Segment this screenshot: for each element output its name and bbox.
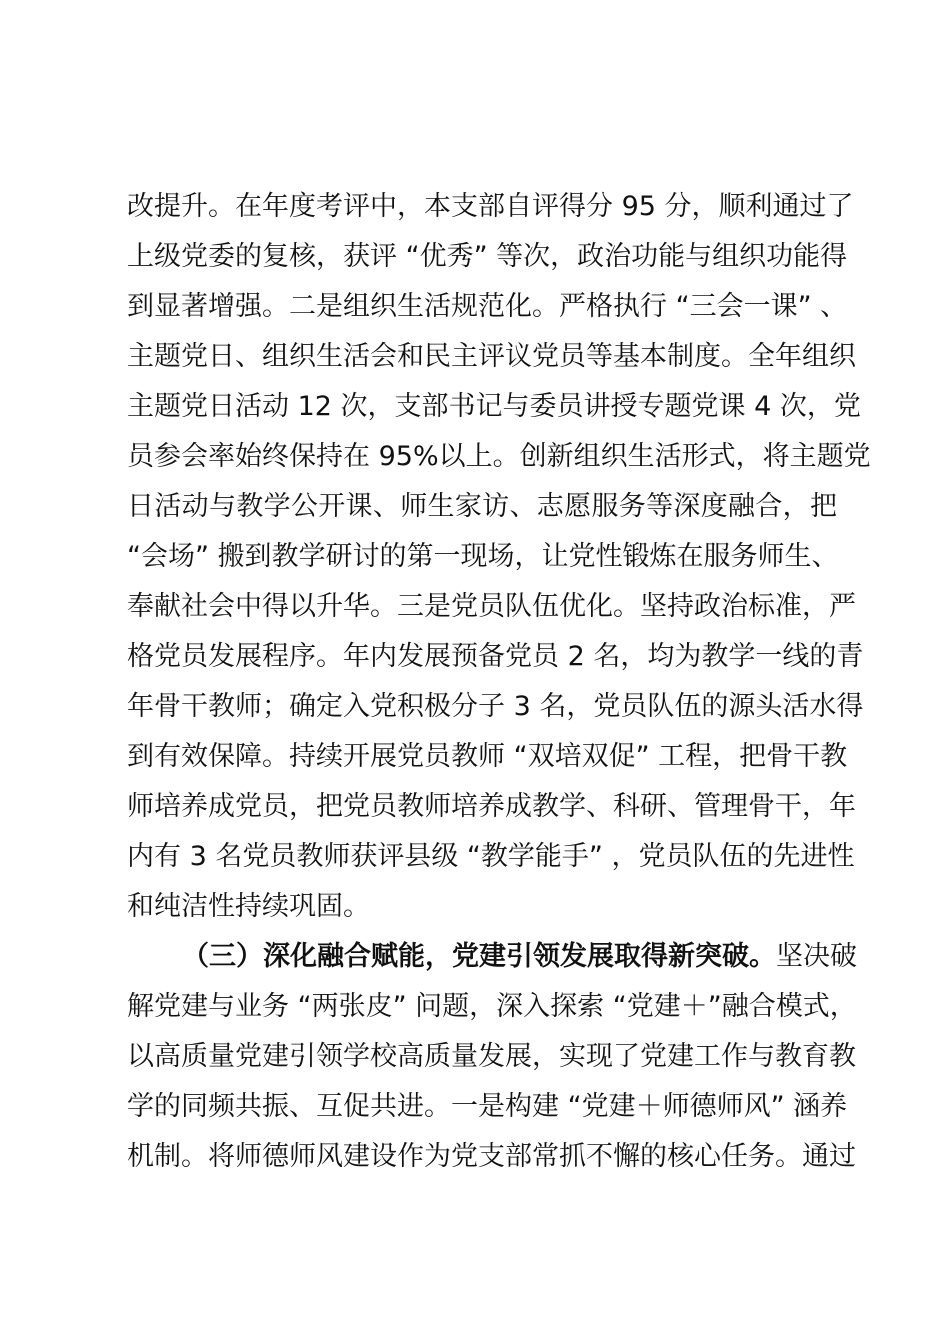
paragraph-line: 师培养成党员，把党员教师培养成教学、科研、管理骨干，年	[127, 791, 856, 822]
paragraph-line: 解党建与业务 “两张皮” 问题，深入探索 “党建＋”融合模式，	[127, 991, 857, 1022]
paragraph-line: “会场” 搬到教学研讨的第一现场，让党性锻炼在服务师生、	[127, 541, 839, 572]
paragraph-line: 年骨干教师；确定入党积极分子 3 名，党员队伍的源头活水得	[127, 691, 864, 722]
section-heading-line	[127, 932, 857, 982]
paragraph-line: 内有 3 名党员教师获评县级 “教学能手” ，党员队伍的先进性	[127, 841, 855, 872]
paragraph-line: 改提升。在年度考评中，本支部自评得分 95 分，顺利通过了	[127, 191, 854, 222]
section-heading-tail: 坚决破	[776, 941, 857, 972]
section-heading: （三）深化融合赋能，党建引领发展取得新突破。	[182, 941, 776, 972]
paragraph-line: 员参会率始终保持在 95%以上。创新组织生活形式，将主题党	[127, 441, 871, 472]
paragraph-line: 奉献社会中得以升华。三是党员队伍优化。坚持政治标准，严	[127, 591, 856, 622]
paragraph-line: 学的同频共振、互促共进。一是构建 “党建＋师德师风” 涵养	[127, 1091, 848, 1122]
paragraph-line: 上级党委的复核，获评 “优秀” 等次，政治功能与组织功能得	[127, 241, 848, 272]
paragraph-line: 主题党日、组织生活会和民主评议党员等基本制度。全年组织	[127, 341, 856, 372]
paragraph-line: 和纯洁性持续巩固。	[127, 891, 370, 922]
paragraph-line: 主题党日活动 12 次，支部书记与委员讲授专题党课 4 次，党	[127, 391, 861, 422]
paragraph-line: 日活动与教学公开课、师生家访、志愿服务等深度融合，把	[127, 491, 837, 522]
paragraph-line: 以高质量党建引领学校高质量发展，实现了党建工作与教育教	[127, 1041, 856, 1072]
paragraph-line: 到有效保障。持续开展党员教师 “双培双促” 工程，把骨干教	[127, 741, 848, 772]
paragraph-line: 格党员发展程序。年内发展预备党员 2 名，均为教学一线的青	[127, 641, 864, 672]
paragraph-line: 机制。将师德师风建设作为党支部常抓不懈的核心任务。通过	[127, 1141, 856, 1172]
paragraph-line: 到显著增强。二是组织生活规范化。严格执行 “三会一课” 、	[127, 291, 848, 322]
